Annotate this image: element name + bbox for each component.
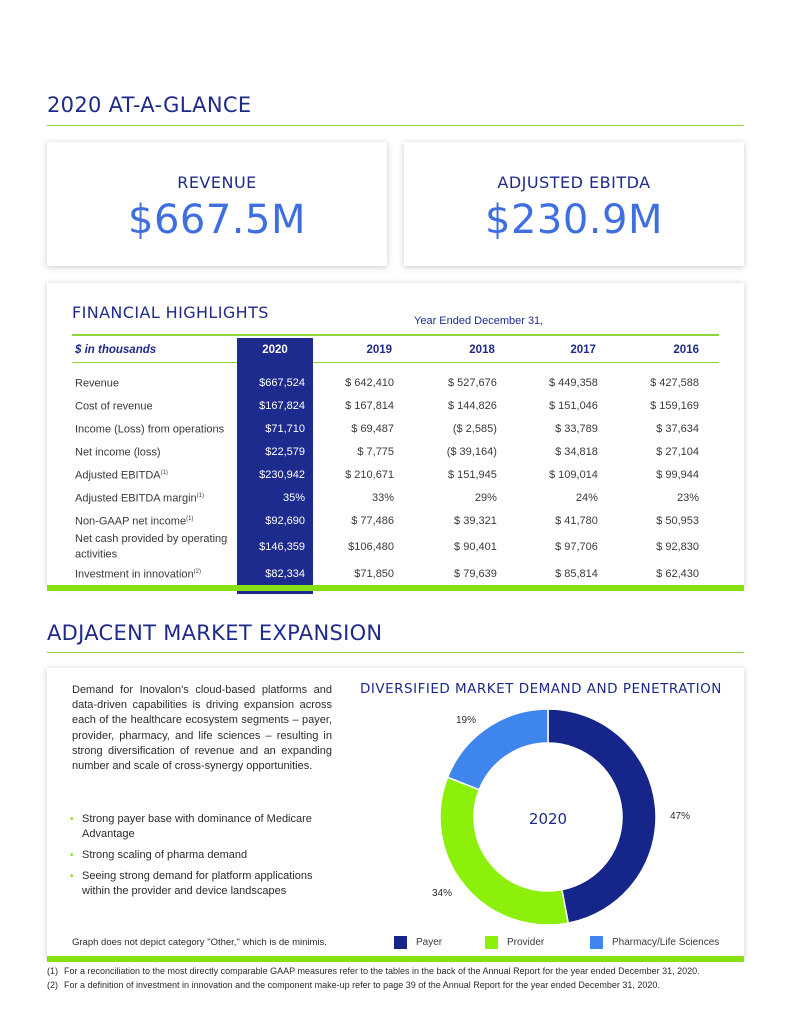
table-cell: $ 90,401 xyxy=(454,541,497,553)
row-label-text: Cost of revenue xyxy=(75,400,153,413)
row-label-text: Net cash provided by operating activities xyxy=(75,532,228,561)
chart-title: DIVERSIFIED MARKET DEMAND AND PENETRATION xyxy=(360,681,722,697)
row-label xyxy=(72,532,237,562)
glance-title: 2020 AT-A-GLANCE xyxy=(47,93,252,117)
table-cell: $ 33,789 xyxy=(555,422,598,435)
table-cell: $ 449,358 xyxy=(548,376,598,389)
table-cell: $ 79,639 xyxy=(454,567,497,580)
expansion-bullets xyxy=(68,812,338,905)
row-label xyxy=(72,440,237,463)
table-cell: $ 151,046 xyxy=(548,399,598,412)
row-label-text: Adjusted EBITDA xyxy=(75,469,161,482)
table-cell: $106,480 xyxy=(348,541,395,553)
row-label-text: Net income (loss) xyxy=(75,446,161,459)
payer-percent-label: 47% xyxy=(670,811,691,822)
table-cell: $ 62,430 xyxy=(656,567,699,580)
legend-swatch-pharmacy xyxy=(590,936,603,949)
ebitda-value: $230.9M xyxy=(485,197,663,243)
footnote-ref: (1) xyxy=(186,515,194,522)
table-cell: $ 7,775 xyxy=(357,445,395,458)
row-label-text: Adjusted EBITDA margin xyxy=(75,492,197,505)
footnote-number: (2) xyxy=(47,980,58,990)
row-label xyxy=(72,486,237,509)
glance-divider xyxy=(47,125,744,126)
table-row xyxy=(72,440,719,463)
row-label xyxy=(72,463,237,486)
table-cell: $ 99,944 xyxy=(656,468,699,481)
ebitda-label: ADJUSTED EBITDA xyxy=(497,173,651,192)
table-cell: $71,850 xyxy=(354,567,395,580)
footnote-ref: (2) xyxy=(193,568,201,575)
table-cell: $167,824 xyxy=(237,394,313,417)
table-cell: 29% xyxy=(474,491,497,504)
table-cell: $ 50,953 xyxy=(656,514,699,527)
revenue-value: $667.5M xyxy=(128,197,306,243)
table-cell: $71,710 xyxy=(237,417,313,440)
revenue-card xyxy=(47,142,387,266)
table-cell: 24% xyxy=(575,491,598,504)
legend-item-pharmacy xyxy=(590,936,719,949)
financial-bottom-bar xyxy=(47,585,744,591)
row-label-text: Investment in innovation xyxy=(75,568,194,581)
table-cell: $ 167,814 xyxy=(345,399,395,412)
footnote-text: For a definition of investment in innovation and the component make-up refer to page 39 of the Annual Report for the year ended December 31, 2020. xyxy=(64,980,660,990)
table-cell: $82,334 xyxy=(237,562,313,585)
table-row xyxy=(72,371,719,394)
table-cell: ($ 2,585) xyxy=(452,422,497,435)
table-cell: ($ 39,164) xyxy=(446,445,497,458)
financial-highlights-subtitle: Year Ended December 31, xyxy=(414,315,544,327)
table-top-rule xyxy=(72,334,719,336)
row-label xyxy=(72,394,237,417)
table-cell: $ 85,814 xyxy=(555,567,598,580)
footnote-1 xyxy=(47,966,700,976)
list-item: • Strong payer base with dominance of Medicare Advantage xyxy=(68,812,338,842)
table-cell: $ 144,826 xyxy=(447,399,497,412)
table-cell: $ 642,410 xyxy=(345,376,395,389)
table-cell: $92,690 xyxy=(237,509,313,532)
table-cell: $ 69,487 xyxy=(351,422,395,435)
legend-label: Payer xyxy=(416,937,443,948)
table-cell: 23% xyxy=(676,491,699,504)
table-cell: $ 37,634 xyxy=(656,422,699,435)
table-cell: $ 77,486 xyxy=(351,514,395,527)
revenue-label: REVENUE xyxy=(177,173,257,192)
expansion-divider xyxy=(47,652,744,653)
table-cell: $ 109,014 xyxy=(548,468,598,481)
financial-highlights-title: FINANCIAL HIGHLIGHTS xyxy=(72,303,269,322)
legend-label: Pharmacy/Life Sciences xyxy=(612,937,720,948)
table-row xyxy=(72,532,719,562)
legend-item-provider xyxy=(485,936,544,949)
year-header: 2016 xyxy=(673,344,699,356)
table-row xyxy=(72,509,719,532)
year-header: 2017 xyxy=(570,344,596,356)
legend-swatch-payer xyxy=(394,936,407,949)
chart-center-label: 2020 xyxy=(528,810,568,828)
row-label xyxy=(72,417,237,440)
year-header: 2019 xyxy=(366,344,393,356)
legend-label: Provider xyxy=(507,937,545,948)
legend-swatch-provider xyxy=(485,936,498,949)
table-row xyxy=(72,486,719,509)
table-cell: $230,942 xyxy=(237,463,313,486)
table-cell: $146,359 xyxy=(237,532,313,562)
row-label xyxy=(72,509,237,532)
footnote-ref: (1) xyxy=(196,492,205,499)
table-cell: 35% xyxy=(237,486,313,509)
table-cell: $ 34,818 xyxy=(555,445,598,458)
unit-label: $ in thousands xyxy=(75,344,157,356)
table-row xyxy=(72,562,719,585)
provider-slice xyxy=(440,777,568,925)
list-item: • Strong scaling of pharma demand xyxy=(68,848,338,863)
row-label xyxy=(72,562,237,585)
provider-percent-label: 34% xyxy=(432,888,453,899)
footnote-number: (1) xyxy=(47,966,58,976)
table-cell: 33% xyxy=(372,491,395,504)
row-label xyxy=(72,371,237,394)
ebitda-card xyxy=(404,142,744,266)
expansion-bottom-bar xyxy=(47,956,744,962)
table-cell: $ 39,321 xyxy=(454,514,497,527)
table-row xyxy=(72,463,719,486)
table-cell: $ 41,780 xyxy=(555,514,598,527)
financial-table-body xyxy=(72,362,719,594)
table-row xyxy=(72,417,719,440)
table-cell: $ 527,676 xyxy=(447,376,497,389)
pharmacy-percent-label: 19% xyxy=(456,715,477,726)
table-cell: $ 27,104 xyxy=(656,445,699,458)
row-label-text: Non-GAAP net income xyxy=(75,515,187,528)
table-cell: $ 210,671 xyxy=(345,468,395,481)
table-cell: $ 159,169 xyxy=(650,399,699,412)
year-header: 2018 xyxy=(469,344,495,356)
table-cell: $ 92,830 xyxy=(656,541,699,553)
table-cell: $ 97,706 xyxy=(555,541,598,553)
chart-note: Graph does not depict category "Other," which is de minimis. xyxy=(72,937,327,948)
row-label-text: Income (Loss) from operations xyxy=(75,423,225,436)
list-item: • Seeing strong demand for platform applications within the provider and device landscapes xyxy=(68,869,338,899)
expansion-paragraph: Demand for Inovalon's cloud-based platforms and data-driven capabilities is driving expansion across each of the healthcare ecosystem segments – payer, provider, pharmacy, and life sciences – resulting in strong diversification of revenue and an expanding number and scale of cross-synergy opportunities. xyxy=(72,684,332,773)
table-cell: $667,524 xyxy=(237,371,313,394)
footnote-text: For a reconciliation to the most directly comparable GAAP measures refer to the tables in the back of the Annual Report for the year ended December 31, 2020. xyxy=(64,966,700,976)
table-row xyxy=(72,394,719,417)
table-cell: $22,579 xyxy=(237,440,313,463)
row-label-text: Revenue xyxy=(75,377,120,390)
financial-table xyxy=(72,338,719,594)
footnote-ref: (1) xyxy=(160,469,168,476)
table-cell: $ 427,588 xyxy=(650,376,699,389)
footnote-2 xyxy=(47,980,660,990)
year-header: 2020 xyxy=(237,338,313,362)
expansion-title: ADJACENT MARKET EXPANSION xyxy=(47,621,383,645)
table-cell: $ 151,945 xyxy=(447,468,497,481)
legend-item-payer xyxy=(394,936,442,949)
